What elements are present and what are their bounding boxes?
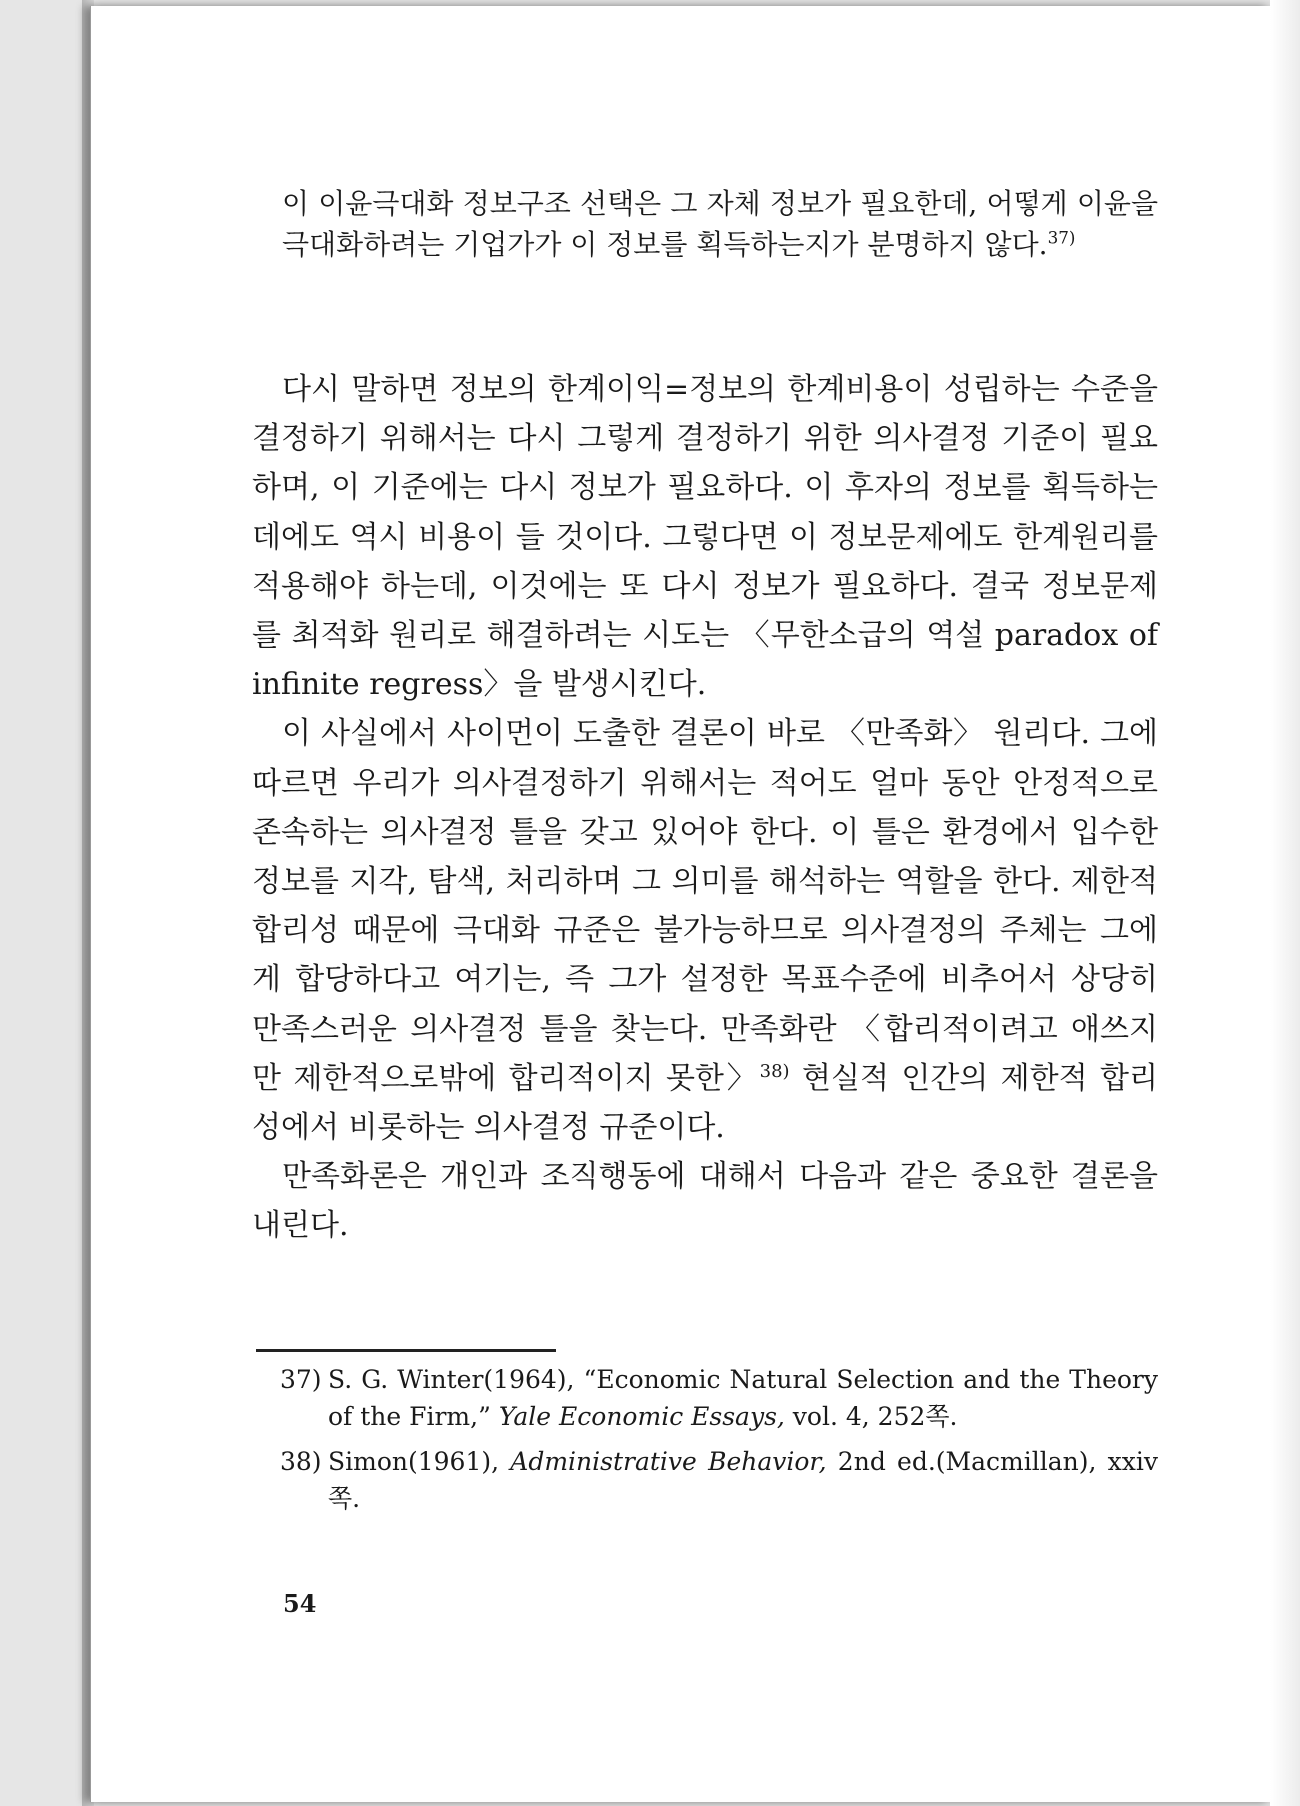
page-number: 54	[283, 1589, 317, 1618]
footnote-number: 38)	[280, 1447, 322, 1476]
footnote-citation: S. G. Winter(1964), “Economic Natural Selection and the Theory of the Firm,”	[328, 1365, 1158, 1431]
paragraph-2	[252, 709, 1158, 1152]
paragraph-2-text-end: 현실적 인간의 제한적 합리성에서 비롯하는 의사결정 규준이다.	[252, 1060, 1158, 1146]
footnote-text	[328, 1361, 1158, 1435]
page-right-shadow	[1270, 0, 1300, 1806]
main-text	[252, 365, 1158, 1251]
footnote-37	[280, 1361, 1158, 1435]
footnote-ref-38[interactable]: 38)	[759, 1060, 790, 1082]
quote-text: 이 이윤극대화 정보구조 선택은 그 자체 정보가 필요한데, 어떻게 이윤을 극대화하려는 기업가가 이 정보를 획득하는지가 분명하지 않다.	[282, 187, 1158, 261]
paragraph-2-text: 이 사실에서 사이먼이 도출한 결론이 바로 〈만족화〉 원리다. 그에 따르면 우리가 의사결정하기 위해서는 적어도 얼마 동안 안정적으로 존속하는 의사결정 틀을 갖고 있어야 한다. 이 틀은 환경에서 입수한 정보를 지각, 탐색, 처리하며 그 의미를 해석하는 역할을 한다. 제한적 합리성 때문에 극대화 규준은 불가능하므로 의사결정의 주체는 그에게 합당하다고 여기는, 즉 그가 설정한 목표수준에 비추어서 상당히 만족스러운 의사결정 틀을 찾는다. 만족화란 〈합리적이려고 애쓰지만 제한적으로밖에 합리적이지 못한〉	[252, 716, 1158, 1096]
footnote-number: 37)	[280, 1365, 322, 1394]
footnote-ref-37[interactable]: 37)	[1047, 227, 1076, 248]
paragraph-3: 만족화론은 개인과 조직행동에 대해서 다음과 같은 중요한 결론을 내린다.	[252, 1159, 1158, 1244]
footnote-divider	[256, 1349, 556, 1352]
footnote-citation: Simon(1961),	[328, 1447, 511, 1476]
footnote-38	[280, 1443, 1158, 1517]
quote-paragraph	[282, 183, 1158, 265]
paragraph-1: 다시 말하면 정보의 한계이익=정보의 한계비용이 성립하는 수준을 결정하기 위해서는 다시 그렇게 결정하기 위한 의사결정 기준이 필요하며, 이 기준에는 다시 정보가 필요하다. 이 후자의 정보를 획득하는 데에도 역시 비용이 들 것이다. 그렇다면 이 정보문제에도 한계원리를 적용해야 하는데, 이것에는 또 다시 정보가 필요하다. 결국 정보문제를 최적화 원리로 해결하려는 시도는 〈무한소급의 역설 paradox of infinite regress〉을 발생시킨다.	[252, 372, 1158, 703]
footnote-journal: Yale Economic Essays,	[498, 1402, 785, 1431]
footnotes	[280, 1361, 1158, 1525]
footnote-text	[328, 1443, 1158, 1517]
footnote-pages: 2nd ed.(Macmillan), xxiv쪽.	[328, 1447, 1158, 1513]
footnote-pages: vol. 4, 252쪽.	[784, 1402, 958, 1431]
footnote-book-title: Administrative Behavior,	[510, 1447, 827, 1476]
block-quote	[282, 183, 1158, 265]
